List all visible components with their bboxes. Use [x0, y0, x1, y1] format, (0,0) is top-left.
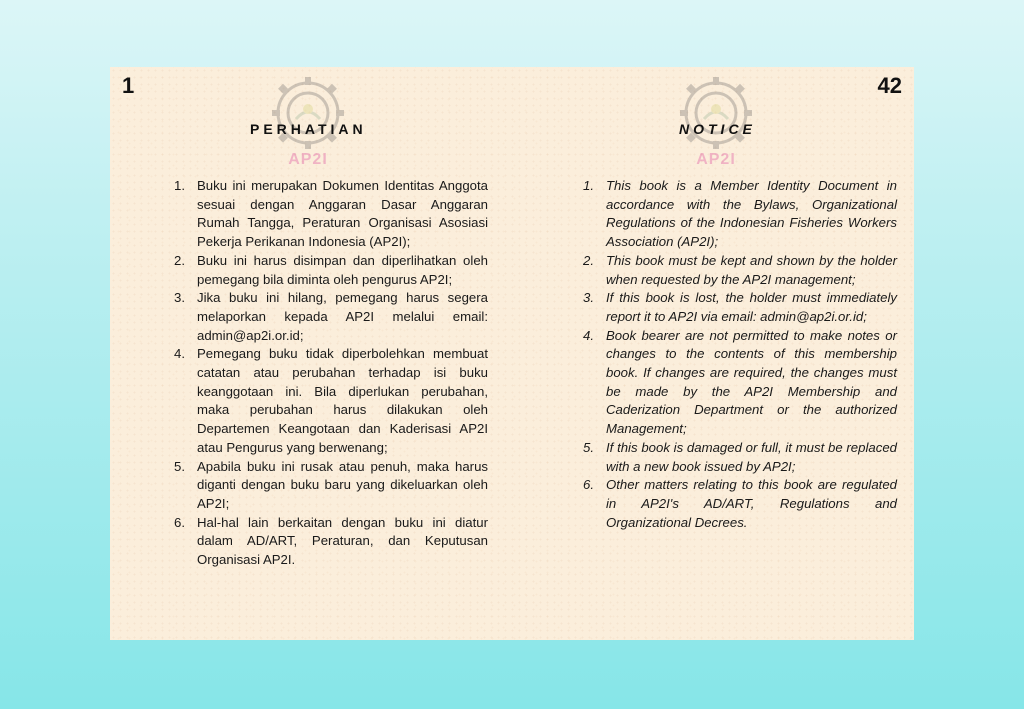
item-text: Book bearer are not permitted to make notes or changes to the contents of this membership book. If changes are required, the changes must be made by the AP2I Membership and Caderization Department or the authorized Management;: [606, 327, 897, 437]
list-item: [174, 345, 488, 457]
list-item: [583, 439, 897, 476]
right-notice-list: [583, 177, 897, 532]
logo-text: AP2I: [288, 151, 328, 168]
item-number: 3.: [174, 290, 185, 306]
right-heading: NOTICE: [679, 121, 756, 137]
book-spread: [110, 67, 914, 640]
list-item: [583, 476, 897, 532]
item-text: Other matters relating to this book are regulated in AP2I's AD/ART, Regulations and Organizational Decrees.: [606, 477, 897, 530]
list-item: [174, 177, 488, 252]
logo-text: AP2I: [696, 151, 736, 168]
list-item: [174, 514, 488, 570]
item-number: 3.: [583, 290, 594, 306]
item-text: Buku ini merupakan Dokumen Identitas Anggota sesuai dengan Anggaran Dasar Anggaran Rumah Tangga, Peraturan Organisasi Asosiasi Pekerja Perikanan Indonesia (AP2I);: [197, 178, 488, 250]
item-number: 4.: [174, 346, 185, 362]
list-item: [174, 289, 488, 345]
item-text: Hal-hal lain berkaitan dengan buku ini diatur dalam AD/ART, Peraturan, dan Keputusan Organisasi AP2I.: [197, 514, 488, 568]
gear-emblem-icon: [268, 75, 348, 151]
item-number: 6.: [174, 514, 185, 530]
list-item: [583, 252, 897, 289]
list-item: [583, 177, 897, 252]
item-text: If this book is damaged or full, it must be replaced with a new book issued by AP2I;: [606, 439, 897, 474]
item-text: Jika buku ini hilang, pemegang harus segera melaporkan kepada AP2I melalui email: admin@ap2i.or.id;: [197, 290, 488, 343]
item-text: If this book is lost, the holder must immediately report it to AP2I via email: admin@ap2i.or.id;: [606, 290, 897, 324]
item-text: This book must be kept and shown by the holder when requested by the AP2I management;: [606, 252, 897, 287]
list-item: [174, 252, 488, 289]
item-number: 4.: [583, 327, 594, 343]
item-text: This book is a Member Identity Document in accordance with the Bylaws, Organizational Regulations of the Indonesian Fisheries Workers Association (AP2I);: [606, 178, 897, 250]
item-number: 5.: [174, 458, 185, 474]
item-number: 6.: [583, 477, 594, 493]
item-number: 1.: [583, 178, 594, 193]
item-number: 2.: [174, 252, 185, 268]
left-heading: PERHATIAN: [250, 121, 367, 137]
item-text: Buku ini harus disimpan dan diperlihatkan oleh pemegang bila diminta oleh pengurus AP2I;: [197, 252, 488, 287]
gear-emblem-icon: [676, 75, 756, 151]
item-number: 5.: [583, 439, 594, 455]
list-item: [583, 289, 897, 326]
item-number: 1.: [174, 178, 185, 193]
left-notice-list: [174, 177, 488, 570]
left-page-number: 1: [122, 73, 135, 98]
right-page-number: 42: [877, 73, 902, 98]
item-text: Pemegang buku tidak diperbolehkan membuat catatan atau perubahan terhadap isi buku keanggotaan ini. Bila diperlukan perubahan, maka perubahan harus dilakukan oleh Departemen Keangotaan dan Kaderisasi AP2I atau Pengurus yang berwenang;: [197, 346, 488, 455]
item-number: 2.: [583, 252, 594, 268]
list-item: [174, 458, 488, 514]
list-item: [583, 327, 897, 439]
item-text: Apabila buku ini rusak atau penuh, maka harus diganti dengan buku baru yang dikeluarkan oleh AP2I;: [197, 458, 488, 511]
